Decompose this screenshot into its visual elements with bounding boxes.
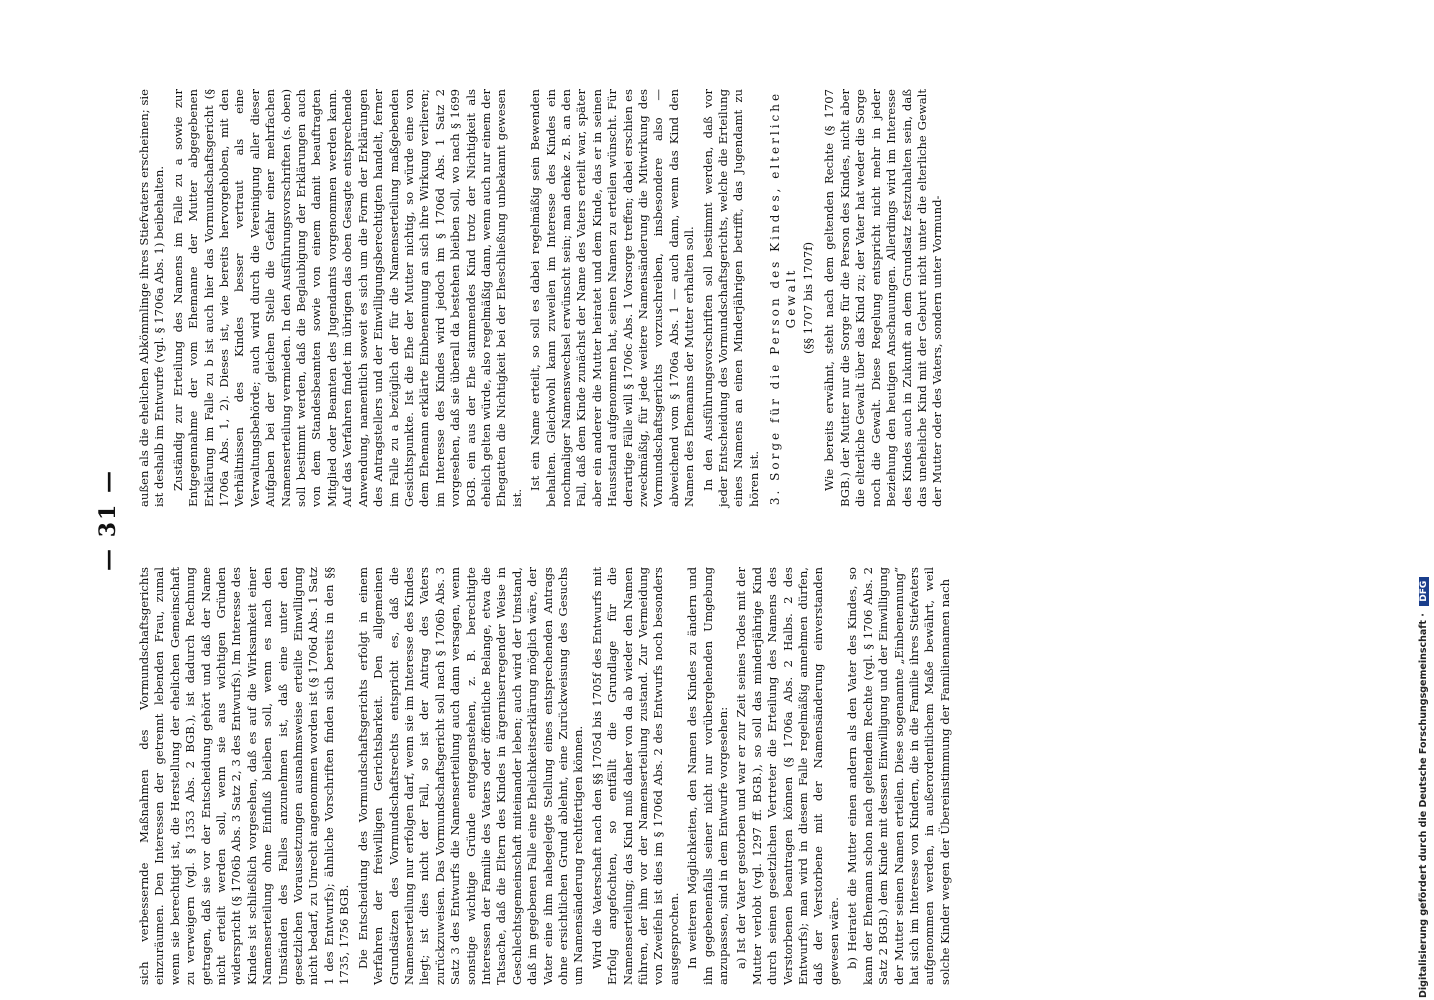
left-column [137,567,952,985]
paragraph: b) Heiratet die Mutter einen andern als den Vater des Kindes, so kann der Ehemann schon nach geltendem Rechte (vgl. § 1706 Abs. 2 Satz 2 BGB.) dem Kinde mit dessen Einwilligung und der Einwilligung der Mutter seinen Namen erteilen. Diese sogenannte „Einbenennung“ hat sich im Interesse von Kindern, die in die Familie ihres Stiefvaters aufgenommen werden, in außerordentlichem Maße bewährt, weil solche Kinder wegen der Übereinstimmung der Familiennamen nach [845,567,952,985]
paragraph: a) Ist der Vater gestorben und war er zur Zeit seines Todes mit der Mutter verlobt (vgl. 1297 ff. BGB.), so soll das minderjährige Kind durch seinen gesetzlichen Vertreter die Erteilung des Namens des Verstorbenen beantragen können (§ 1706a Abs. 2 Halbs. 2 des Entwurfs); man wird in diesem Falle regelmäßig annehmen dürfen, daß der Verstorbene mit der Namensänderung einverstanden gewesen wäre. [734,567,841,985]
section-heading: 3. Sorge für die Person des Kindes, elterliche Gewalt [768,90,798,506]
rotated-document-page [95,55,1265,985]
paragraph: Ist ein Name erteilt, so soll es dabei regelmäßig sein Bewenden behalten. Gleichwohl kann zuweilen im Interesse des Kindes ein nochmaliger Namenswechsel erwünscht sein; man denke z. B. an den Fall, daß dem Kinde zunächst der Name des Vaters erteilt war, später aber ein anderer die Mutter heiratet und dem Kinde, das er in seinen Hausstand aufgenommen hat, seinen Namen zu erteilen wünscht. Für derartige Fälle will § 1706c Abs. 1 Vorsorge treffen; dabei erschien es zweckmäßig, für jede weitere Namensänderung die Mitwirkung des Vormundschaftsgerichts vorzuschreiben, insbesondere also — abweichend vom § 1706a Abs. 1 — auch dann, wenn das Kind den Namen des Ehemanns der Mutter erhalten soll. [528,89,697,507]
dfg-logo: DFG [1419,577,1429,606]
right-column [137,89,945,507]
paragraph: Wie bereits erwähnt, steht nach dem geltenden Rechte (§ 1707 BGB.) der Mutter nur die Sorge für die Person des Kindes, nicht aber die elterliche Gewalt über das Kind zu; der Vater hat weder die Sorge noch die Gewalt. Diese Regelung entspricht nicht mehr in jeder Beziehung den heutigen Anschauungen. Allerdings wird im Interesse des Kindes auch in Zukunft an dem Grundsatz festzuhalten sein, daß das uneheliche Kind mit der Geburt nicht unter die elterliche Gewalt der Mutter oder des Vaters, sondern unter Vormund- [822,89,945,507]
paragraph: In weiteren Möglichkeiten, den Namen des Kindes zu ändern und ihn gegebenenfalls seiner nicht nur vorübergehenden Umgebung anzupassen, sind in dem Entwurfe vorgesehen: [685,567,731,985]
paragraph: In den Ausführungsvorschriften soll bestimmt werden, daß vor jeder Entscheidung des Vormundschaftsgerichts, welche die Erteilung eines Namens an einen Minderjährigen betrifft, das Jugendamt zu hören ist. [700,89,761,507]
page-number: — 31 — [95,469,121,571]
paragraph: Wird die Vaterschaft nach den §§ 1705d bis 1705f des Entwurfs mit Erfolg angefochten, so entfällt die Grundlage für die Namenserteilung; das Kind muß daher von da ab wieder den Namen führen, der ihm vor der Namenserteilung zustand. Zur Vermeidung von Zweifeln ist dies im § 1706d Abs. 2 des Entwurfs noch besonders ausgesprochen. [589,567,681,985]
digitization-credit [1418,0,1434,998]
paragraph: außen als die ehelichen Abkömmlinge ihres Stiefvaters erscheinen; sie ist deshalb im Entwurfe (vgl. § 1706a Abs. 1) beibehalten. [137,89,167,507]
paragraph: Die Entscheidung des Vormundschaftsgerichts erfolgt in einem Verfahren der freiwilligen Gerichtsbarkeit. Den allgemeinen Grundsätzen des Vormundschaftsrechts entspricht es, daß die Namenserteilung nur erfolgen darf, wenn sie im Interesse des Kindes liegt; ist dies nicht der Fall, so ist der Antrag des Vaters zurückzuweisen. Das Vormundschaftsgericht soll nach § 1706b Abs. 3 Satz 3 des Entwurfs die Namenserteilung auch dann versagen, wenn sonstige wichtige Gründe entgegenstehen, z. B. berechtigte Interessen der Familie des Vaters oder öffentliche Belange, etwa die Tatsache, daß die Eltern des Kindes in ärgerniserregender Weise in Geschlechtsgemeinschaft miteinander leben; auch wird der Umstand, daß im gegebenen Falle eine Ehelichkeitserklärung möglich wäre, der Vater eine ihm nahegelegte Stellung eines entsprechenden Antrags ohne ersichtlichen Grund ablehnt, eine Zurückweisung des Gesuchs um Namensänderung rechtfertigen können. [355,567,586,985]
section-subheading: (§§ 1707 bis 1707f) [801,241,816,355]
credit-text: Digitalisierung gefördert durch die Deutsche Forschungsgemeinschaft · [1418,613,1429,998]
paragraph: sich verbessernde Maßnahmen des Vormundschaftsgerichts einzuräumen. Den Interessen der getrennt lebenden Frau, zumal wenn sie berechtigt ist, die Herstellung der ehelichen Gemeinschaft zu verweigern (vgl. § 1353 Abs. 2 BGB.), ist dadurch Rechnung getragen, daß sie vor der Entscheidung gehört und daß der Name nicht erteilt werden soll, wenn sie aus wichtigen Gründen widerspricht (§ 1706b Abs. 3 Satz 2, 3 des Entwurfs). Im Interesse des Kindes ist schließlich vorgesehen, daß es auf die Wirksamkeit einer Namenserteilung ohne Einfluß bleiben soll, wenn es nach den Umständen des Falles anzunehmen ist, daß eine unter den gesetzlichen Voraussetzungen ausnahmsweise erteilte Einwilligung nicht bedarf, zu Unrecht angenommen worden ist (§ 1706d Abs. 1 Satz 1 des Entwurfs); ähnliche Vorschriften finden sich bereits in den §§ 1735, 1756 BGB. [137,567,352,985]
paragraph: Zuständig zur Erteilung des Namens im Falle zu a sowie zur Entgegennahme der vom Ehemanne der Mutter abgegebenen Erklärung im Falle zu b ist auch hier das Vormundschaftsgericht (§ 1706a Abs. 1, 2). Dieses ist, wie bereits hervorgehoben, mit den Verhältnissen des Kindes besser vertraut als eine Verwaltungsbehörde; auch wird durch die Vereinigung aller dieser Aufgaben bei der gleichen Stelle die Gefahr einer mehrfachen Namenserteilung vermieden. In den Ausführungsvorschriften (s. oben) soll bestimmt werden, daß die Beglaubigung der Erklärungen auch von dem Standesbeamten sowie von einem damit beauftragten Mitglied oder Beamten des Jugendamts vorgenommen werden kann. Auf das Verfahren findet im übrigen das oben Gesagte entsprechende Anwendung, namentlich soweit es sich um die Form der Erklärungen des Antragstellers und der Einwilligungsberechtigten handelt, ferner im Falle zu a bezüglich der für die Namenserteilung maßgebenden Gesichtspunkte. Ist die Ehe der Mutter nichtig, so würde eine von dem Ehemann erklärte Einbenennung an sich ihre Wirkung verlieren; im Interesse des Kindes wird jedoch im § 1706d Abs. 1 Satz 2 vorgesehen, daß sie überall da bestehen bleiben soll, wo nach § 1699 BGB. ein aus der Ehe stammendes Kind trotz der Nichtigkeit als ehelich gelten würde, also regelmäßig dann, wenn auch nur einem der Ehegatten die Nichtigkeit bei der Eheschließung unbekannt gewesen ist. [170,89,524,507]
